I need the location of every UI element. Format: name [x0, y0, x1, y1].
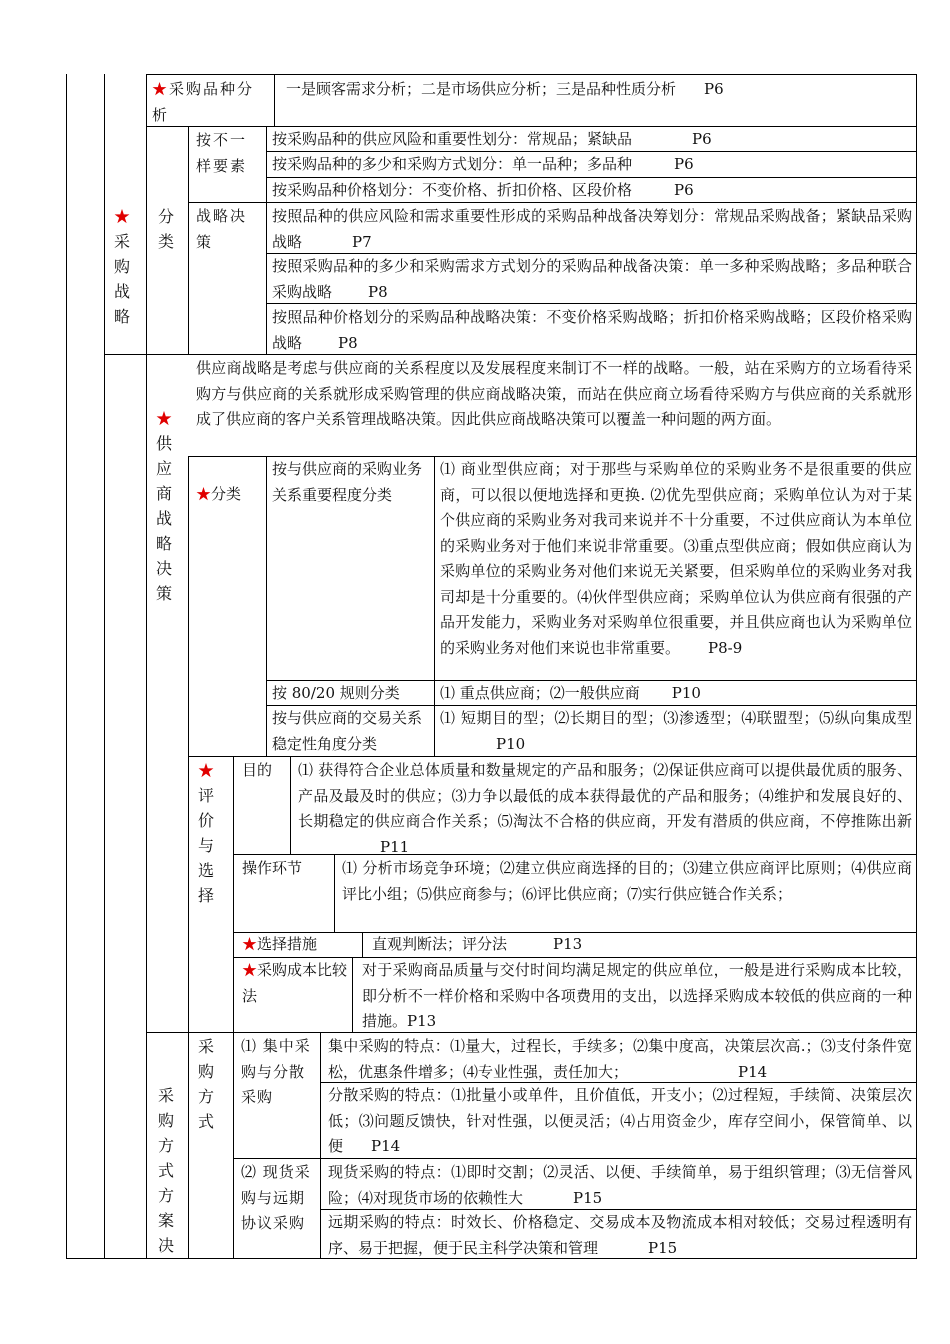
sec2-c3-label: 按与供应商的交易关系稳定性角度分类: [272, 709, 423, 753]
border-line: [434, 456, 435, 756]
border-line: [266, 456, 267, 756]
sec1-g1-r1: [272, 127, 912, 153]
border-line: [334, 854, 335, 932]
sec2-xuanze-text: [372, 932, 912, 958]
sec3-m1-r2: [328, 1083, 912, 1160]
page-ref: P14: [738, 1062, 768, 1081]
sec1-group1-label: 按不一样要素: [196, 131, 248, 175]
sec2-fenlei-label: [196, 482, 262, 508]
border-line: [274, 74, 275, 126]
sec2-mudi-text: [298, 758, 912, 860]
star-icon: ★: [152, 80, 170, 98]
outline-fangshi: 采购方式方案决: [157, 1086, 174, 1255]
sec3-m1-r1: [328, 1034, 912, 1085]
border-line: [266, 126, 267, 354]
sec2-c3-body: ⑴ 短期目的型；⑵长期目的型；⑶渗透型；⑷联盟型；⑸纵向集成型: [440, 709, 912, 727]
page-ref: P8: [338, 333, 358, 352]
sec3-m2-r1: [328, 1160, 912, 1211]
sec3-m1-r2-text: 分散采购的特点：⑴批量小或单件，且价值低，开支小；⑵过程短，手续简、决策层次低；⑶问题反馈快，针对性强，以便灵活；⑷占用资金少，库存空间小，保管简单、以便: [328, 1086, 912, 1155]
sec3-fangshi-label: 采购方式: [197, 1037, 214, 1131]
sec2-intro: 供应商战略是考虑与供应商的关系程度以及发展程度来制订不一样的战略。一般，站在采购方的立场看待采购方与供应商的关系就形成采购管理的供应商战略决策，而站在供应商立场看待采购方与供应商的关系就形成了供应商的客户关系管理战略决策。因此供应商战略决策可以覆盖一种问题的两方面。: [196, 359, 912, 428]
sec1-fenlei-label: 分类: [157, 207, 174, 251]
sec3-m2-label: ⑵ 现货采购与远期协议采购: [241, 1163, 311, 1232]
sec1-header-text: [286, 77, 911, 103]
border-line: [233, 1032, 234, 1258]
sec2-xuanze-label: [242, 932, 360, 958]
sec1-header-label: [152, 77, 270, 128]
sec2-chengben-text: [362, 958, 912, 1035]
sec1-g2-r2: [272, 254, 912, 305]
sec1-g2-r3: [272, 305, 912, 356]
star-icon: ★: [155, 409, 172, 428]
star-icon: ★: [113, 207, 130, 226]
sec2-chengben-label: [242, 958, 350, 1009]
page-ref: P14: [371, 1137, 401, 1155]
page-ref: P10: [496, 734, 526, 753]
sec2-chengben-body: 对于采购商品质量与交付时间均满足规定的供应单位，一般是进行采购成本比较，即分析不一样价格和采购中各项费用的支出，以选择采购成本较低的供应商的一种措施。: [362, 961, 912, 1030]
sec2-caozuo-text: ⑴ 分析市场竞争环境；⑵建立供应商选择的目的；⑶建立供应商评比原则；⑷供应商评比小组；⑸供应商参与；⑹评比供应商；⑺实行供应链合作关系；: [342, 859, 912, 903]
border-line: [146, 74, 147, 1259]
sec1-g2-r3-text: 按照品种价格划分的采购品种战略决策：不变价格采购战略；折扣价格采购战略；区段价格采购战略: [272, 308, 912, 352]
sec2-eval-label-text: 评价与选择: [197, 786, 214, 905]
sec2-eval-label: [196, 758, 216, 908]
page-ref: P6: [674, 181, 694, 199]
border-line: [188, 456, 189, 1032]
star-icon: ★: [242, 961, 258, 979]
sec3-m2-r1-text: 现货采购的特点：⑴即时交割；⑵灵活、以便、手续简单，易于组织管理；⑶无信誉风险；⑷对现货市场的依赖性大: [328, 1163, 912, 1207]
sec3-m2-r2-text: 远期采购的特点：时效长、价格稳定、交易成本及物流成本相对较低；交易过程透明有序、易于把握，便于民主科学决策和管理: [328, 1213, 912, 1257]
border-line: [188, 1032, 189, 1258]
page-ref: P13: [407, 1012, 437, 1030]
outline-gongyingshang: [154, 406, 174, 606]
page-ref: P6: [704, 80, 724, 98]
border-line: [352, 957, 353, 1032]
page-ref: P6: [692, 130, 712, 148]
border-line: [290, 756, 291, 854]
sec2-c1-text: [440, 457, 912, 661]
sec2-chengben-label-text: 采购成本比较法: [242, 961, 348, 1005]
page-ref: P15: [573, 1188, 603, 1207]
sec2-c1-body: ⑴ 商业型供应商；对于那些与采购单位的采购业务不是很重要的供应商，可以很以便地选择和更换. ⑵优先型供应商；采购单位认为对于某个供应商的采购业务对我司来说并不十分重要，不过供应商认为本单位的采购业务对于他们来说非常重要。⑶重点型供应商；假如供应商认为采购单位的采购业务对他们来说无关紧要，但采购单位的采购业务对我司却是十分重要的。⑷伙伴型供应商；采购单位认为供应商有很强的产品开发能力，采购业务对采购单位很重要，并且供应商也认为采购单位的采购业务对他们来说也非常重要。: [440, 460, 912, 657]
sec2-c1-label: 按与供应商的采购业务关系重要程度分类: [272, 460, 423, 504]
page-ref: P13: [553, 935, 583, 953]
sec3-m1-r1-text: 集中采购的特点：⑴量大，过程长，手续多；⑵集中度高，决策层次高.；⑶支付条件宽松，优惠条件增多；⑷专业性强，责任加大；: [328, 1037, 912, 1081]
sec2-c2-body: ⑴ 重点供应商；⑵一般供应商: [440, 684, 640, 702]
border-line: [104, 74, 105, 1259]
sec1-header-text-body: 一是顾客需求分析；二是市场供应分析；三是品种性质分析: [286, 80, 677, 98]
sec1-g1-r1-text: 按采购品种的供应风险和重要性划分：常规品；紧缺品: [272, 130, 633, 148]
page-ref: P7: [352, 232, 372, 251]
border-line: [66, 74, 67, 1259]
sec1-g1-r3: [272, 178, 912, 204]
sec2-mudi-label: 目的: [242, 761, 273, 779]
page-ref: P10: [671, 684, 701, 702]
sec2-mudi-body: ⑴ 获得符合企业总体质量和数量规定的产品和服务；⑵保证供应商可以提供最优质的服务、产品及最及时的供应；⑶力争以最低的成本获得最优的产品和服务；⑷维护和发展良好的、长期稳定的供应商合作关系；⑸淘汰不合格的供应商，开发有潜质的供应商，不停推陈出新: [298, 761, 912, 830]
sec1-g1-r3-text: 按采购品种价格划分：不变价格、折扣价格、区段价格: [272, 181, 633, 199]
outline-gongyingshang-text: 供应商战略决策: [155, 434, 172, 603]
sec1-g1-r2-text: 按采购品种的多少和采购方式划分：单一品种；多品种: [272, 155, 633, 173]
outline-caigou-zhanlue-text: 采购战略: [113, 232, 130, 326]
star-icon: ★: [242, 935, 258, 953]
page-ref: P8: [368, 282, 388, 301]
sec1-g1-r2: [272, 152, 912, 178]
sec2-xuanze-label-text: 选择措施: [257, 935, 318, 953]
border-line: [188, 126, 189, 354]
star-icon: ★: [196, 485, 212, 503]
page-ref: P6: [674, 155, 694, 173]
sec3-m2-r2: [328, 1210, 912, 1261]
sec2-c3-text: [440, 706, 912, 757]
sec2-xuanze-body: 直观判断法；评分法: [372, 935, 508, 953]
border-line: [362, 932, 363, 957]
sec2-c2-text: [440, 681, 912, 707]
page-ref: P11: [380, 837, 410, 856]
sec1-g2-r2-text: 按照采购品种的多少和采购需求方式划分的采购品种战备决策：单一多种采购战略；多品种联合采购战略: [272, 257, 912, 301]
sec2-c2-label: 按 80/20 规则分类: [272, 684, 400, 702]
page-ref: P8-9: [708, 638, 743, 657]
page-ref: P15: [648, 1238, 678, 1257]
border-line: [146, 74, 917, 75]
sec1-g2-r1-text: 按照品种的供应风险和需求重要性形成的采购品种战备决筹划分：常规品采购战备；紧缺品采购战略: [272, 207, 912, 251]
sec3-m1-label: ⑴ 集中采购与分散采购: [241, 1037, 311, 1106]
border-line: [233, 756, 234, 1032]
sec1-header-label-text: 采购品种分析: [152, 80, 255, 124]
star-icon: ★: [197, 761, 214, 780]
sec1-g2-r1: [272, 204, 912, 255]
border-line: [320, 1032, 321, 1258]
sec1-group2-label: 战略决策: [196, 207, 248, 251]
outline-caigou-zhanlue: [112, 204, 132, 329]
sec2-caozuo-label: 操作环节: [242, 859, 303, 877]
sec2-fenlei-label-text: 分类: [211, 485, 242, 503]
